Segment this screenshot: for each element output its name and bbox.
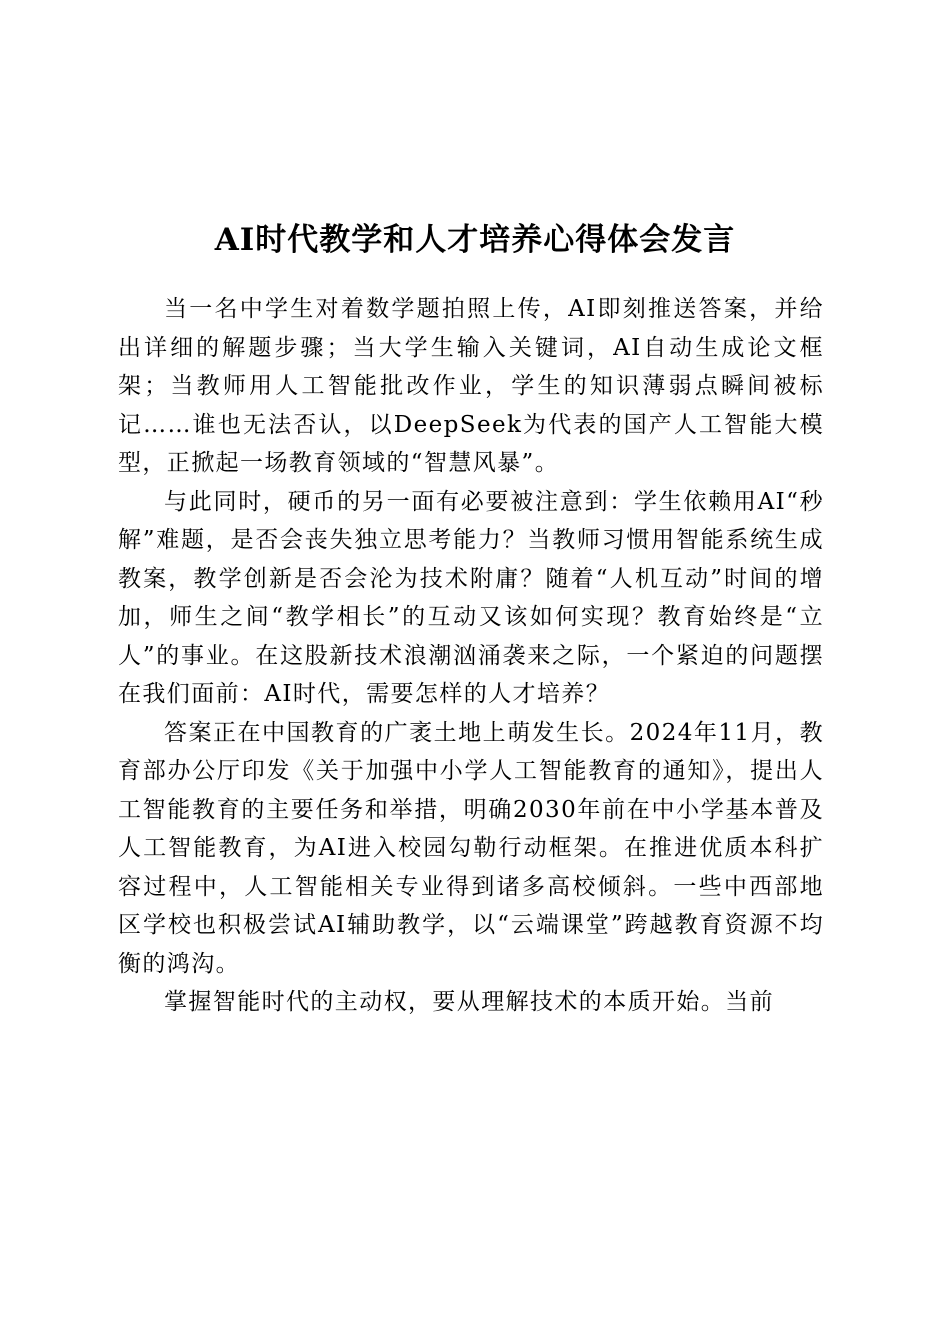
paragraph-2: 与此同时，硬币的另一面有必要被注意到：学生依赖用AI“秒解”难题，是否会丧失独立思考能力？当教师习惯用智能系统生成教案，教学创新是否会沦为技术附庸？随着“人机互动”时间的增加，师生之间“教学相长”的互动又该如何实现？教育始终是“立人”的事业。在这股新技术浪潮汹涌袭来之际，一个紧迫的问题摆在我们面前：AI时代，需要怎样的人才培养？ <box>118 488 824 707</box>
paragraph-4: 掌握智能时代的主动权，要从理解技术的本质开始。当前 <box>164 989 774 1015</box>
paragraph-3: 答案正在中国教育的广袤土地上萌发生长。2024年11月，教育部办公厅印发《关于加强中小学人工智能教育的通知》，提出人工智能教育的主要任务和举措，明确2030年前在中小学基本普及人工智能教育，为AI进入校园勾勒行动框架。在推进优质本科扩容过程中，人工智能相关专业得到诸多高校倾斜。一些中西部地区学校也积极尝试AI辅助教学，以“云端课堂”跨越教育资源不均衡的鸿沟。 <box>118 719 824 977</box>
paragraph-1: 当一名中学生对着数学题拍照上传，AI即刻推送答案，并给出详细的解题步骤；当大学生输入关键词，AI自动生成论文框架；当教师用人工智能批改作业，学生的知识薄弱点瞬间被标记……谁也无法否认，以DeepSeek为代表的国产人工智能大模型，正掀起一场教育领域的“智慧风暴”。 <box>118 296 824 476</box>
document-body <box>118 290 824 1022</box>
document-title: AI时代教学和人才培养心得体会发言 <box>214 221 736 258</box>
